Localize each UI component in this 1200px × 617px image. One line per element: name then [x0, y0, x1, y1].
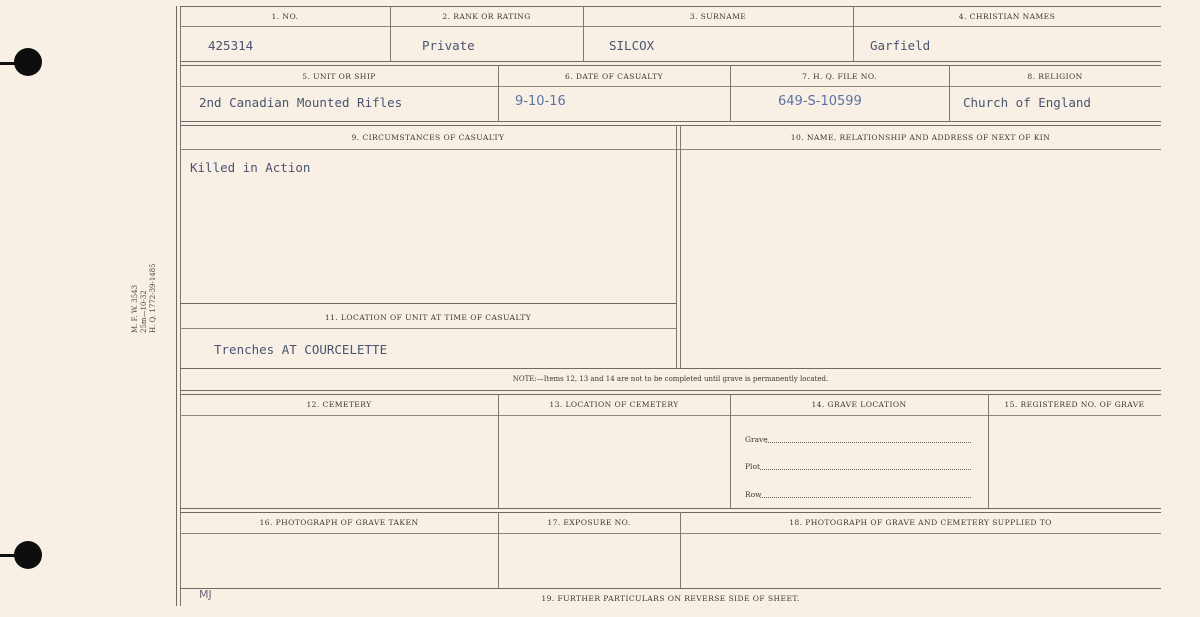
label-photograph-supplied-to: 18. PHOTOGRAPH OF GRAVE AND CEMETERY SUPPLIED TO: [789, 518, 1052, 527]
label-exposure-no: 17. EXPOSURE NO.: [547, 518, 631, 527]
grave-note: NOTE:—Items 12, 13 and 14 are not to be completed until grave is permanently located.: [512, 375, 829, 383]
value-date-of-casualty: 9-10-16: [515, 94, 566, 109]
row2-top-line: [180, 65, 1161, 66]
form-code-2: 25m—10-32: [140, 290, 148, 333]
left-border: [176, 6, 177, 606]
row2-label-line: [180, 86, 1161, 87]
value-location-of-unit: Trenches AT COURCELETTE: [214, 342, 388, 357]
footer-note: 19. FURTHER PARTICULARS ON REVERSE SIDE OF SHEET.: [541, 594, 800, 603]
row3-top-line: [180, 125, 1161, 126]
label-rank: 2. RANK OR RATING: [442, 12, 531, 21]
field-grave: Grave: [745, 435, 768, 444]
label-registered-no: 15. REGISTERED NO. OF GRAVE: [1004, 400, 1145, 409]
label-cemetery: 12. CEMETERY: [306, 400, 372, 409]
field-grave-line: [766, 442, 971, 443]
row1-label-line: [180, 26, 1161, 27]
grave-row-top-line: [180, 394, 1161, 395]
photo-row-top-line: [180, 512, 1161, 513]
value-rank: Private: [422, 38, 475, 53]
value-regimental-number: 425314: [208, 38, 254, 53]
note-top-line: [180, 368, 1161, 369]
grave-row-bottom-line: [180, 508, 1161, 509]
punch-hole-bottom: [14, 541, 42, 569]
photo-row-label-line: [180, 533, 1161, 534]
clerk-initials: MJ: [199, 588, 212, 601]
row3-label-line: [180, 149, 1161, 150]
grave-divider-1: [498, 394, 499, 508]
label-christian-names: 4. CHRISTIAN NAMES: [958, 12, 1056, 21]
label-photograph-taken: 16. PHOTOGRAPH OF GRAVE TAKEN: [259, 518, 419, 527]
location-top-line: [180, 303, 676, 304]
field-plot-line: [760, 469, 971, 470]
label-next-of-kin: 10. NAME, RELATIONSHIP AND ADDRESS OF NEXT OF KIN: [790, 133, 1051, 142]
value-circumstances: Killed in Action: [190, 160, 311, 175]
note-bottom-line: [180, 390, 1161, 391]
left-border-inner: [180, 6, 181, 606]
value-religion: Church of England: [963, 95, 1091, 110]
row1-top-line: [180, 6, 1161, 7]
grave-divider-3: [988, 394, 989, 508]
value-hq-file-no: 649-S-10599: [778, 94, 862, 109]
label-hq-file-no: 7. H. Q. FILE NO.: [802, 72, 877, 81]
label-location-of-unit: 11. LOCATION OF UNIT AT TIME OF CASUALTY: [324, 313, 532, 322]
label-date-of-casualty: 6. DATE OF CASUALTY: [565, 72, 663, 81]
photo-row-bottom-line: [180, 588, 1161, 589]
field-row-line: [760, 497, 971, 498]
row3-divider-left: [676, 125, 677, 368]
value-christian-names: Garfield: [870, 38, 931, 53]
value-unit: 2nd Canadian Mounted Rifles: [199, 95, 403, 110]
label-no: 1. NO.: [271, 12, 299, 21]
grave-divider-2: [730, 394, 731, 508]
location-label-line: [180, 328, 676, 329]
row2-bottom-line: [180, 121, 1161, 122]
label-circumstances: 9. CIRCUMSTANCES OF CASUALTY: [351, 133, 505, 142]
label-religion: 8. RELIGION: [1027, 72, 1083, 81]
field-row: Row: [745, 490, 762, 499]
label-grave-location: 14. GRAVE LOCATION: [811, 400, 907, 409]
label-surname: 3. SURNAME: [689, 12, 747, 21]
label-unit: 5. UNIT OR SHIP: [302, 72, 376, 81]
punch-hole-top: [14, 48, 42, 76]
label-location-of-cemetery: 13. LOCATION OF CEMETERY: [549, 400, 679, 409]
grave-row-label-line: [180, 415, 1161, 416]
row3-divider-right: [680, 125, 681, 368]
field-plot: Plot: [745, 462, 760, 471]
value-surname: SILCOX: [609, 38, 655, 53]
form-code-1: M. F. W. 3543: [131, 284, 139, 333]
form-code-3: H. Q. 1772-39-1485: [149, 263, 157, 333]
row1-bottom-line: [180, 61, 1161, 62]
